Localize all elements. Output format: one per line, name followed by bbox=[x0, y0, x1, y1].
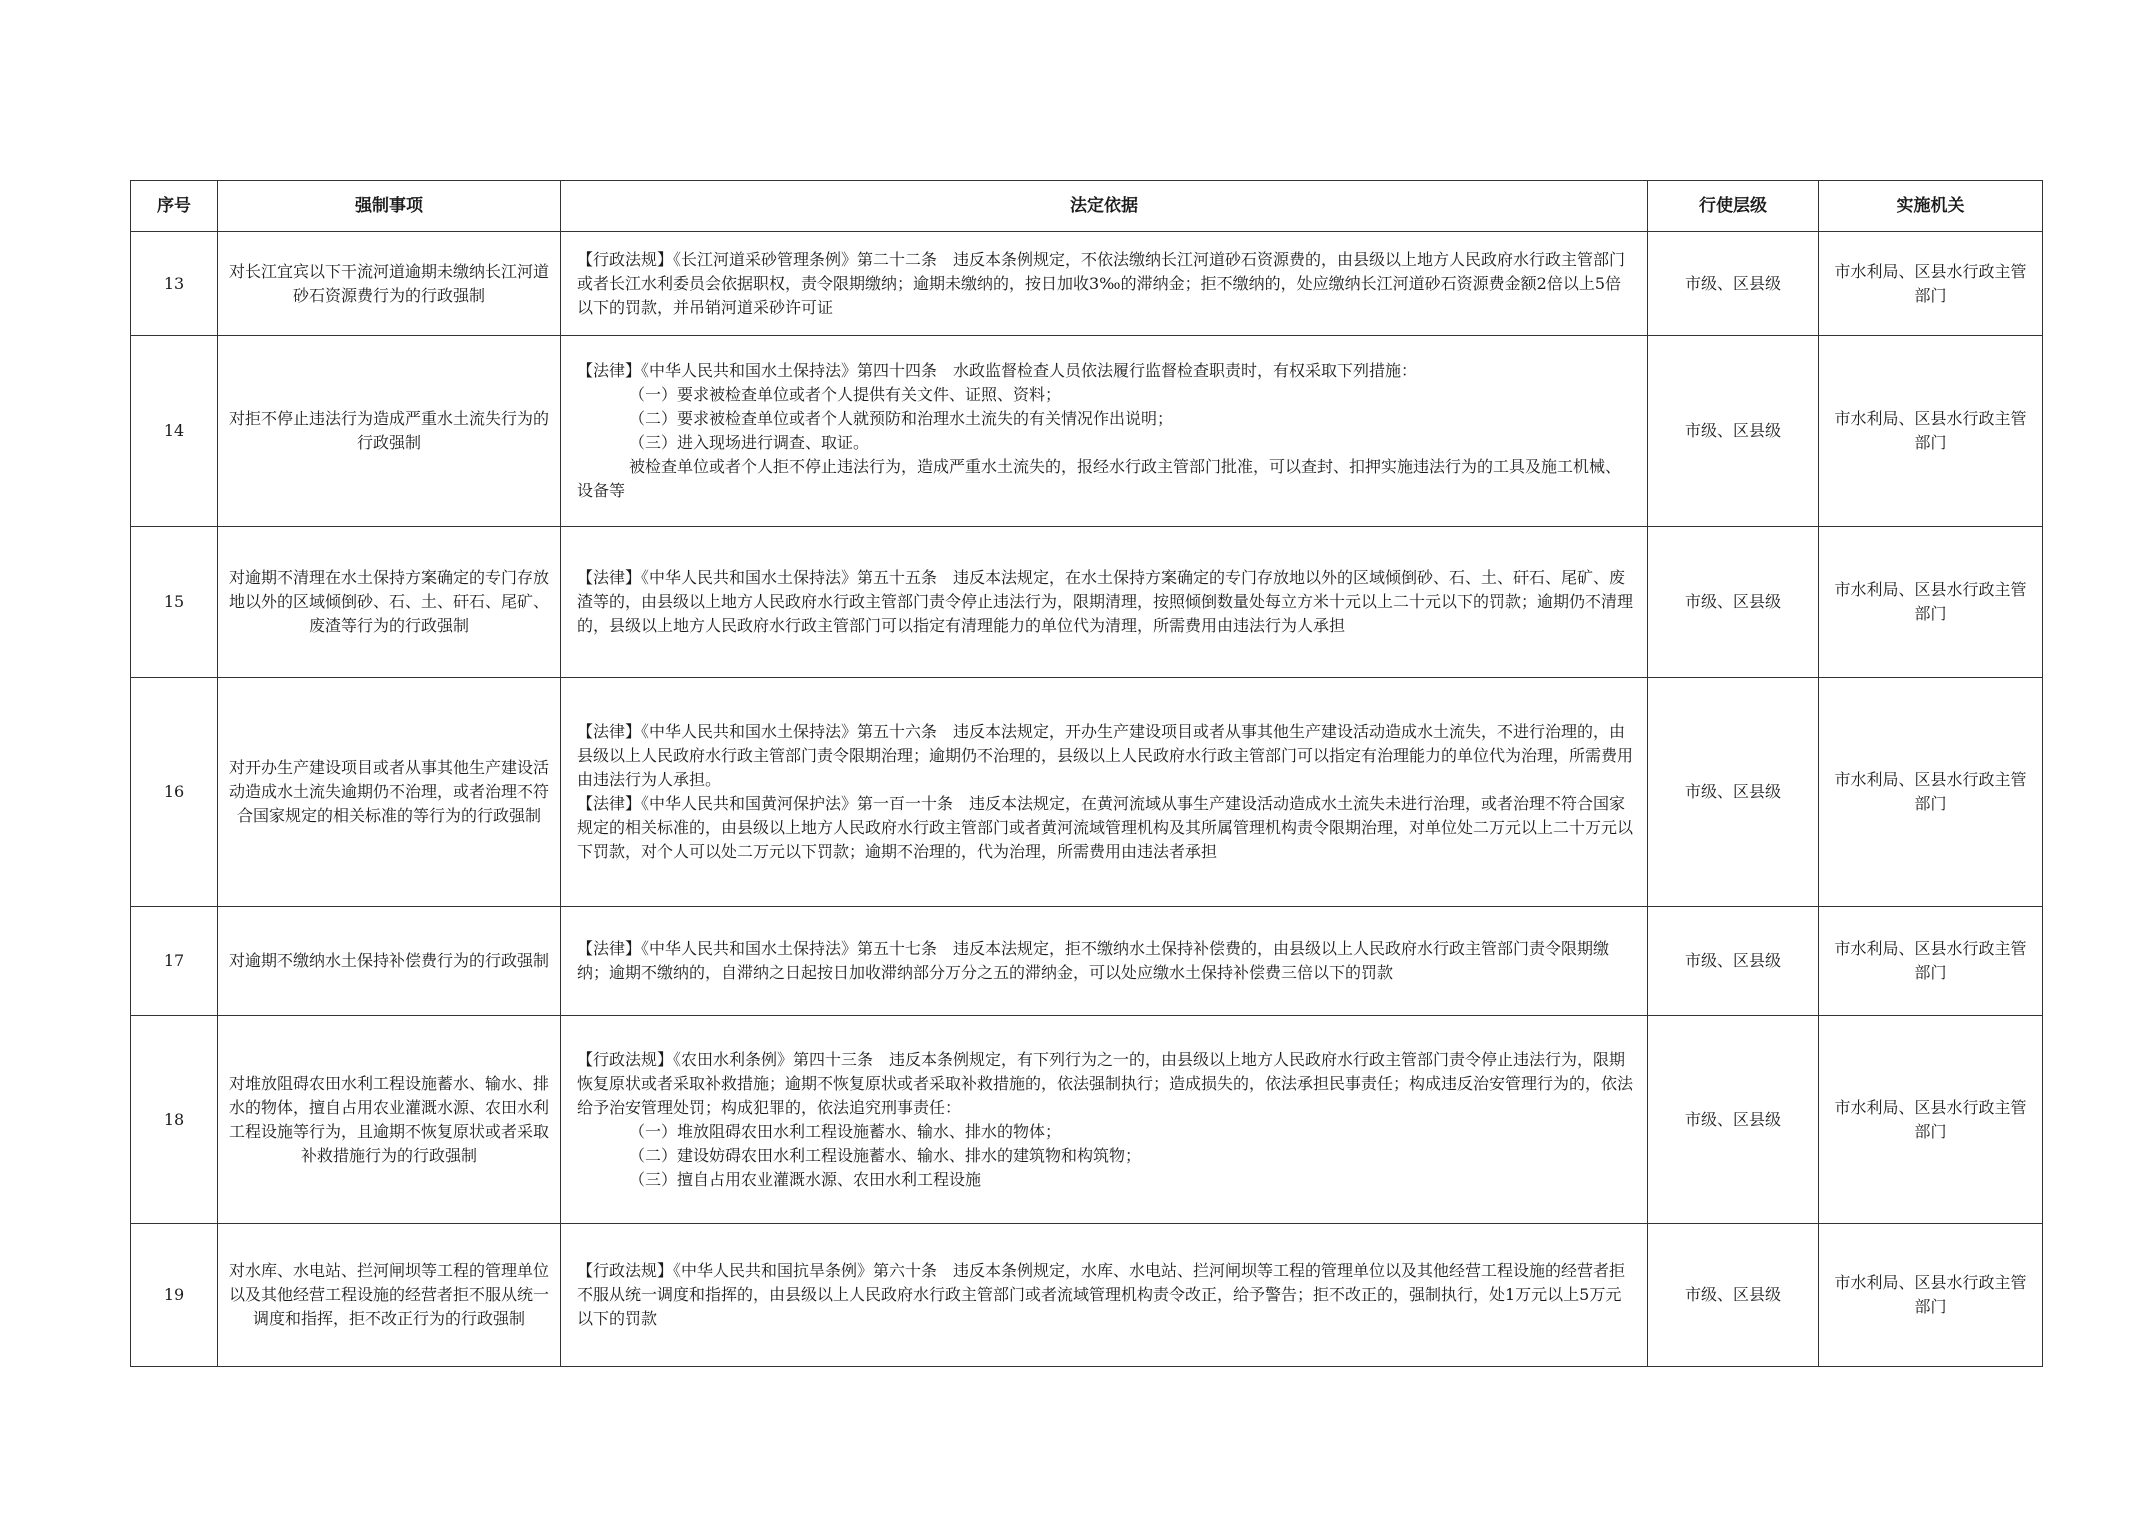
legal-basis-paragraph: 【法律】《中华人民共和国黄河保护法》第一百一十条 违反本法规定，在黄河流域从事生产建设活动造成水土流失未进行治理，或者治理不符合国家规定的相关标准的，由县级以上地方人民政府水行政主管部门或者黄河流域管理机构及其所属管理机构责令限期治理，对单位处二万元以上二十万元以下罚款，对个人可以处二万元以下罚款；逾期不治理的，代为治理，所需费用由违法者承担 bbox=[577, 794, 1634, 861]
header-level: 行使层级 bbox=[1648, 181, 1819, 232]
table-row bbox=[131, 678, 2043, 907]
enforcement-item: 对开办生产建设项目或者从事其他生产建设活动造成水土流失逾期仍不治理，或者治理不符合国家规定的相关标准的等行为的行政强制 bbox=[218, 678, 561, 907]
header-agency: 实施机关 bbox=[1819, 181, 2043, 232]
legal-basis-clause: （一）堆放阻碍农田水利工程设施蓄水、输水、排水的物体； bbox=[629, 1121, 1062, 1141]
legal-basis-paragraph: 【法律】《中华人民共和国水土保持法》第五十七条 违反本法规定，拒不缴纳水土保持补偿费的，由县级以上人民政府水行政主管部门责令限期缴纳；逾期不缴纳的，自滞纳之日起按日加收滞纳部分万分之五的滞纳金，可以处应缴水土保持补偿费三倍以下的罚款 bbox=[577, 939, 1610, 982]
header-basis: 法定依据 bbox=[561, 181, 1648, 232]
implementing-agency: 市水利局、区县水行政主管部门 bbox=[1819, 527, 2043, 678]
table-row bbox=[131, 1016, 2043, 1224]
table-row bbox=[131, 907, 2043, 1016]
legal-basis bbox=[561, 907, 1648, 1016]
enforcement-item: 对堆放阻碍农田水利工程设施蓄水、输水、排水的物体，擅自占用农业灌溉水源、农田水利工程设施等行为，且逾期不恢复原状或者采取补救措施行为的行政强制 bbox=[218, 1016, 561, 1224]
legal-basis-paragraph: 【行政法规】《农田水利条例》第四十三条 违反本条例规定，有下列行为之一的，由县级以上地方人民政府水行政主管部门责令停止违法行为，限期恢复原状或者采取补救措施；逾期不恢复原状或者采取补救措施的，依法强制执行；造成损失的，依法承担民事责任；构成违反治安管理行为的，依法给予治安管理处罚；构成犯罪的，依法追究刑事责任： bbox=[577, 1049, 1634, 1117]
legal-basis-paragraph: 被检查单位或者个人拒不停止违法行为，造成严重水土流失的，报经水行政主管部门批准，可以查封、扣押实施违法行为的工具及施工机械、设备等 bbox=[577, 457, 1622, 500]
legal-basis bbox=[561, 1224, 1648, 1367]
legal-basis bbox=[561, 336, 1648, 527]
enforcement-item: 对拒不停止违法行为造成严重水土流失行为的行政强制 bbox=[218, 336, 561, 527]
enforcement-item: 对水库、水电站、拦河闸坝等工程的管理单位以及其他经营工程设施的经营者拒不服从统一调度和指挥，拒不改正行为的行政强制 bbox=[218, 1224, 561, 1367]
exercise-level: 市级、区县级 bbox=[1648, 232, 1819, 336]
legal-basis-paragraph: 【行政法规】《长江河道采砂管理条例》第二十二条 违反本条例规定，不依法缴纳长江河道砂石资源费的，由县级以上地方人民政府水行政主管部门或者长江水利委员会依据职权，责令限期缴纳；逾期未缴纳的，按日加收3‰的滞纳金；拒不缴纳的，处应缴纳长江河道砂石资源费金额2倍以上5倍以下的罚款，并吊销河道采砂许可证 bbox=[577, 249, 1626, 317]
row-number: 18 bbox=[131, 1016, 218, 1224]
table-row bbox=[131, 232, 2043, 336]
legal-basis bbox=[561, 527, 1648, 678]
row-number: 19 bbox=[131, 1224, 218, 1367]
enforcement-item: 对逾期不缴纳水土保持补偿费行为的行政强制 bbox=[218, 907, 561, 1016]
implementing-agency: 市水利局、区县水行政主管部门 bbox=[1819, 232, 2043, 336]
exercise-level: 市级、区县级 bbox=[1648, 907, 1819, 1016]
legal-basis-clause: （二）要求被检查单位或者个人就预防和治理水土流失的有关情况作出说明； bbox=[629, 409, 1174, 428]
row-number: 17 bbox=[131, 907, 218, 1016]
table-row bbox=[131, 336, 2043, 527]
implementing-agency: 市水利局、区县水行政主管部门 bbox=[1819, 678, 2043, 907]
legal-basis-paragraph: 【法律】《中华人民共和国水土保持法》第四十四条 水政监督检查人员依法履行监督检查职责时，有权采取下列措施： bbox=[577, 361, 1418, 380]
legal-basis-paragraph: 【法律】《中华人民共和国水土保持法》第五十六条 违反本法规定，开办生产建设项目或者从事其他生产建设活动造成水土流失，不进行治理的，由县级以上人民政府水行政主管部门责令限期治理；逾期仍不治理的，县级以上人民政府水行政主管部门可以指定有治理能力的单位代为治理，所需费用由违法行为人承担。 bbox=[577, 722, 1634, 789]
enforcement-table bbox=[130, 180, 2043, 1367]
legal-basis-clause: （二）建设妨碍农田水利工程设施蓄水、输水、排水的建筑物和构筑物； bbox=[629, 1145, 1142, 1165]
exercise-level: 市级、区县级 bbox=[1648, 336, 1819, 527]
exercise-level: 市级、区县级 bbox=[1648, 1016, 1819, 1224]
enforcement-item: 对长江宜宾以下干流河道逾期未缴纳长江河道砂石资源费行为的行政强制 bbox=[218, 232, 561, 336]
exercise-level: 市级、区县级 bbox=[1648, 1224, 1819, 1367]
legal-basis bbox=[561, 1016, 1648, 1224]
header-num: 序号 bbox=[131, 181, 218, 232]
row-number: 15 bbox=[131, 527, 218, 678]
enforcement-item: 对逾期不清理在水土保持方案确定的专门存放地以外的区域倾倒砂、石、土、矸石、尾矿、废渣等行为的行政强制 bbox=[218, 527, 561, 678]
exercise-level: 市级、区县级 bbox=[1648, 527, 1819, 678]
implementing-agency: 市水利局、区县水行政主管部门 bbox=[1819, 1224, 2043, 1367]
implementing-agency: 市水利局、区县水行政主管部门 bbox=[1819, 1016, 2043, 1224]
header-item: 强制事项 bbox=[218, 181, 561, 232]
row-number: 14 bbox=[131, 336, 218, 527]
legal-basis-clause: （一）要求被检查单位或者个人提供有关文件、证照、资料； bbox=[629, 385, 1062, 404]
row-number: 16 bbox=[131, 678, 218, 907]
document-page bbox=[130, 180, 2042, 1367]
table-header-row bbox=[131, 181, 2043, 232]
implementing-agency: 市水利局、区县水行政主管部门 bbox=[1819, 907, 2043, 1016]
legal-basis bbox=[561, 678, 1648, 907]
table-row bbox=[131, 1224, 2043, 1367]
legal-basis-paragraph: 【法律】《中华人民共和国水土保持法》第五十五条 违反本法规定，在水土保持方案确定的专门存放地以外的区域倾倒砂、石、土、矸石、尾矿、废渣等的，由县级以上地方人民政府水行政主管部门责令停止违法行为，限期清理，按照倾倒数量处每立方米十元以上二十元以下的罚款；逾期仍不清理的，县级以上地方人民政府水行政主管部门可以指定有清理能力的单位代为清理，所需费用由违法行为人承担 bbox=[577, 568, 1634, 635]
table-row bbox=[131, 527, 2043, 678]
legal-basis-paragraph: 【行政法规】《中华人民共和国抗旱条例》第六十条 违反本条例规定，水库、水电站、拦河闸坝等工程的管理单位以及其他经营工程设施的经营者拒不服从统一调度和指挥的，由县级以上人民政府水行政主管部门或者流域管理机构责令改正，给予警告；拒不改正的，强制执行，处1万元以上5万元以下的罚款 bbox=[577, 1261, 1626, 1328]
legal-basis-clause: （三）进入现场进行调查、取证。 bbox=[629, 433, 870, 452]
implementing-agency: 市水利局、区县水行政主管部门 bbox=[1819, 336, 2043, 527]
row-number: 13 bbox=[131, 232, 218, 336]
legal-basis bbox=[561, 232, 1648, 336]
exercise-level: 市级、区县级 bbox=[1648, 678, 1819, 907]
legal-basis-clause: （三）擅自占用农业灌溉水源、农田水利工程设施 bbox=[629, 1169, 982, 1189]
